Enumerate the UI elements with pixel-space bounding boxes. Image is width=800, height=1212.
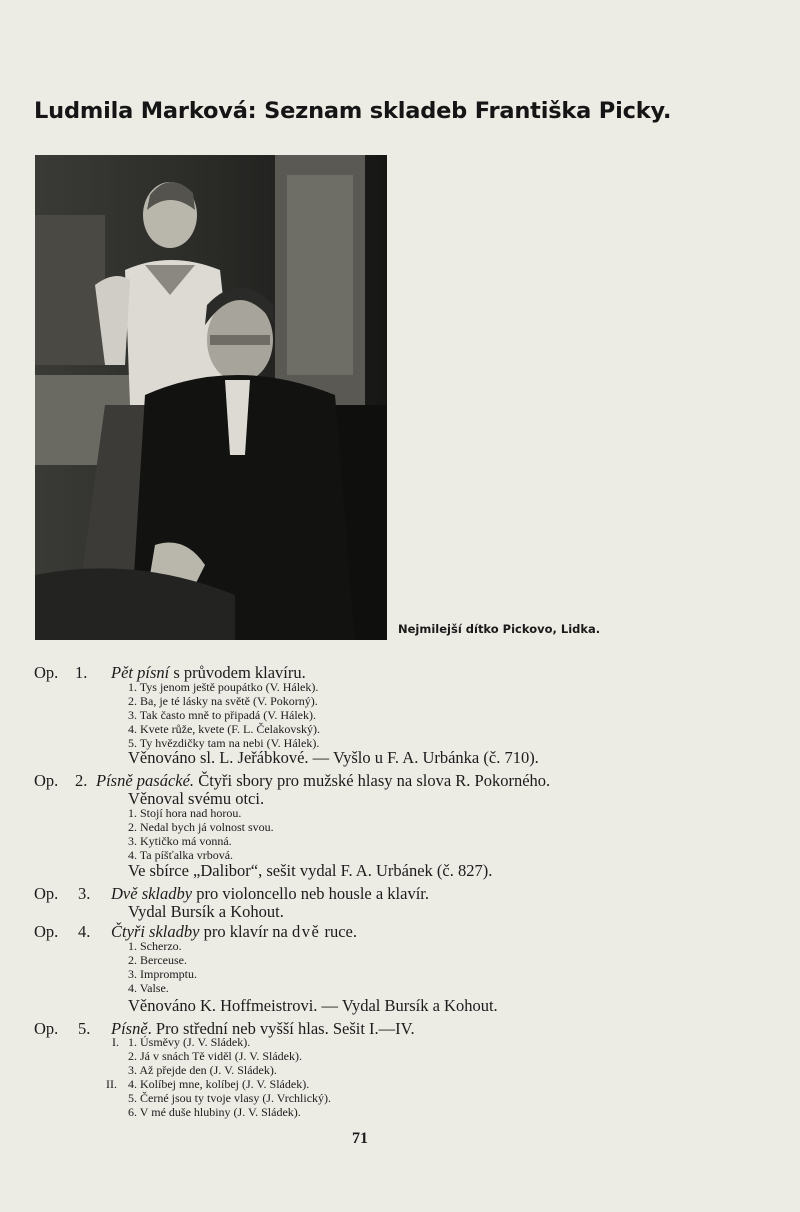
opus-title-end: ruce. [320,922,357,941]
photograph [35,155,387,640]
opus-number: 1. [75,663,88,682]
opus-title-italic: Písně pasácké. [96,771,195,790]
song-item: 4. Kolíbej mne, kolíbej (J. V. Sládek). [128,1077,310,1091]
opus-title-rest: Čtyři sbory pro mužské hlasy na slova R. Pokorného. [194,771,551,790]
song-item: 2. Já v snách Tě viděl (J. V. Sládek). [128,1049,302,1063]
opus-note: Ve sbírce „Dalibor“, sešit vydal F. A. Urbánek (č. 827). [128,861,493,880]
opus-title-italic: Pět písní [111,663,170,682]
opus-label: Op. [34,663,59,682]
part-label: II. [106,1077,117,1091]
song-item: 5. Černé jsou ty tvoje vlasy (J. Vrchlický). [128,1091,332,1105]
opus-title-italic: Písně [111,1019,148,1038]
song-item: 1. Tys jenom ještě poupátko (V. Hálek). [128,680,319,694]
piece-item: 4. Valse. [128,981,169,995]
song-item: 1. Stojí hora nad horou. [128,806,242,820]
opus-label: Op. [34,771,59,790]
opus-number: 3. [78,884,91,903]
piece-item: 3. Impromptu. [128,967,197,981]
song-item: 3. Kytičko má vonná. [128,834,232,848]
opus-title-rest: pro klavír na [199,922,293,941]
song-item: 1. Úsměvy (J. V. Sládek). [128,1035,251,1049]
opus-note: Věnováno K. Hoffmeistrovi. — Vydal Bursík a Kohout. [128,996,498,1015]
opus-note: Věnováno sl. L. Jeřábkové. — Vyšlo u F. A. Urbánka (č. 710). [128,748,539,767]
song-item: 3. Tak často mně to připadá (V. Hálek). [128,708,316,722]
song-item: 3. Až přejde den (J. V. Sládek). [128,1063,277,1077]
song-item: 5. Ty hvězdičky tam na nebi (V. Hálek). [128,736,320,750]
opus-title-italic: Čtyři skladby [111,922,200,941]
opus-label: Op. [34,884,59,903]
photo-illustration [35,155,387,640]
song-item: 6. V mé duše hlubiny (J. V. Sládek). [128,1105,301,1119]
photo-caption: Nejmilejší dítko Pickovo, Lidka. [398,622,601,636]
part-label: I. [112,1035,119,1049]
opus-title-rest: . Pro střední neb vyšší hlas. Sešit I.—IV. [147,1019,415,1038]
page-title: Ludmila Marková: Seznam skladeb Františka Picky. [34,98,672,124]
song-item: 4. Ta píšťalka vrbová. [128,848,234,862]
song-item: 2. Nedal bych já volnost svou. [128,820,274,834]
opus-publisher: Vydal Bursík a Kohout. [128,902,284,921]
page-number: 71 [352,1130,368,1147]
opus-title [96,771,550,791]
opus-number: 5. [78,1019,91,1038]
opus-title [111,884,429,904]
song-item: 4. Kvete růže, kvete (F. L. Čelakovský). [128,722,320,736]
song-item: 2. Ba, je té lásky na světě (V. Pokorný). [128,694,318,708]
opus-title-spaced: dvě [292,922,321,941]
opus-title-rest: s průvodem klavíru. [169,663,306,682]
opus-label: Op. [34,1019,59,1038]
piece-item: 2. Berceuse. [128,953,187,967]
piece-item: 1. Scherzo. [128,939,182,953]
opus-number: 2. [75,771,88,790]
opus-dedication: Věnoval svému otci. [128,789,265,808]
opus-title-rest: pro violoncello neb housle a klavír. [192,884,429,903]
opus-label: Op. [34,922,59,941]
opus-title-italic: Dvě skladby [111,884,193,903]
opus-number: 4. [78,922,91,941]
